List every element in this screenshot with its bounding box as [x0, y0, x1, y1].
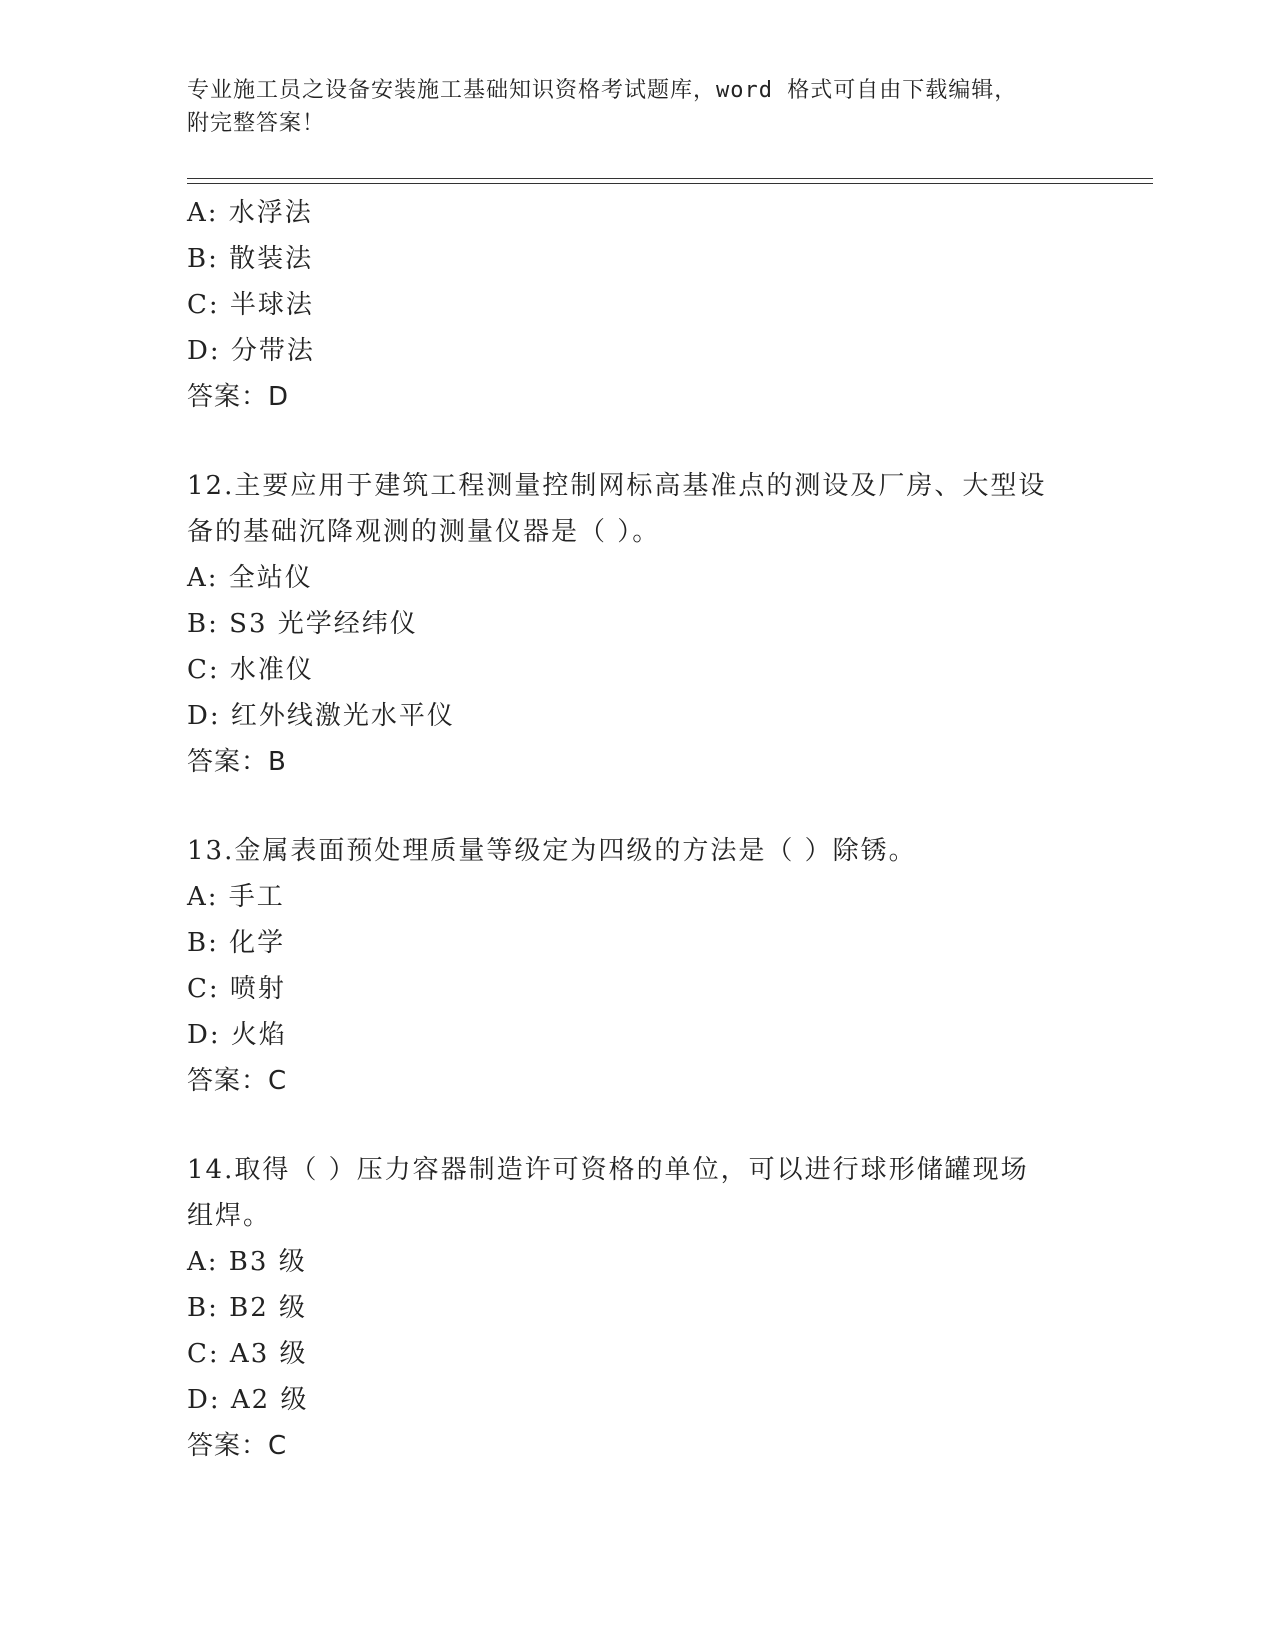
question-stem-line-1: 13.金属表面预处理质量等级定为四级的方法是（ ）除锈。 [187, 836, 917, 866]
option-c: C: A3 级 [187, 1339, 308, 1369]
option-b: B: B2 级 [187, 1293, 308, 1323]
answer-text: 答案：B [187, 747, 287, 777]
option-a: A: 水浮法 [187, 198, 313, 228]
answer-text: 答案：C [187, 1431, 288, 1461]
option-d: D: 火焰 [187, 1020, 287, 1050]
question-stem-line-1: 14.取得（ ）压力容器制造许可资格的单位，可以进行球形储罐现场 [187, 1155, 1029, 1185]
question-11-fragment [187, 190, 1087, 420]
spacer [187, 785, 1087, 828]
option-d: D: 分带法 [187, 336, 315, 366]
option-c: C: 喷射 [187, 974, 286, 1004]
option-b: B: 散装法 [187, 244, 314, 274]
answer-text: 答案：D [187, 382, 290, 412]
question-stem-line-1: 12.主要应用于建筑工程测量控制网标高基准点的测设及厂房、大型设 [187, 471, 1047, 501]
question-14 [187, 1147, 1087, 1469]
question-12 [187, 463, 1087, 785]
answer-text: 答案：C [187, 1066, 288, 1096]
question-stem-line-2: 备的基础沉降观测的测量仪器是（ ）。 [187, 517, 661, 547]
option-a: A: B3 级 [187, 1247, 307, 1277]
header-divider-top [187, 178, 1153, 179]
spacer [187, 420, 1087, 463]
header-title-line-1: 专业施工员之设备安装施工基础知识资格考试题库，word 格式可自由下载编辑， [187, 78, 1018, 103]
option-a: A: 全站仪 [187, 563, 313, 593]
option-c: C: 半球法 [187, 290, 314, 320]
header-title-line-2: 附完整答案！ [187, 111, 326, 136]
option-d: D: 红外线激光水平仪 [187, 701, 455, 731]
question-13 [187, 828, 1087, 1104]
option-c: C: 水准仪 [187, 655, 314, 685]
question-stem-line-2: 组焊。 [187, 1201, 272, 1231]
option-d: D: A2 级 [187, 1385, 309, 1415]
option-a: A: 手工 [187, 882, 285, 912]
question-list [187, 190, 1087, 1469]
document-header [187, 74, 1087, 140]
header-divider-bottom [187, 183, 1153, 184]
option-b: B: 化学 [187, 928, 286, 958]
option-b: B: S3 光学经纬仪 [187, 609, 418, 639]
spacer [187, 1104, 1087, 1147]
